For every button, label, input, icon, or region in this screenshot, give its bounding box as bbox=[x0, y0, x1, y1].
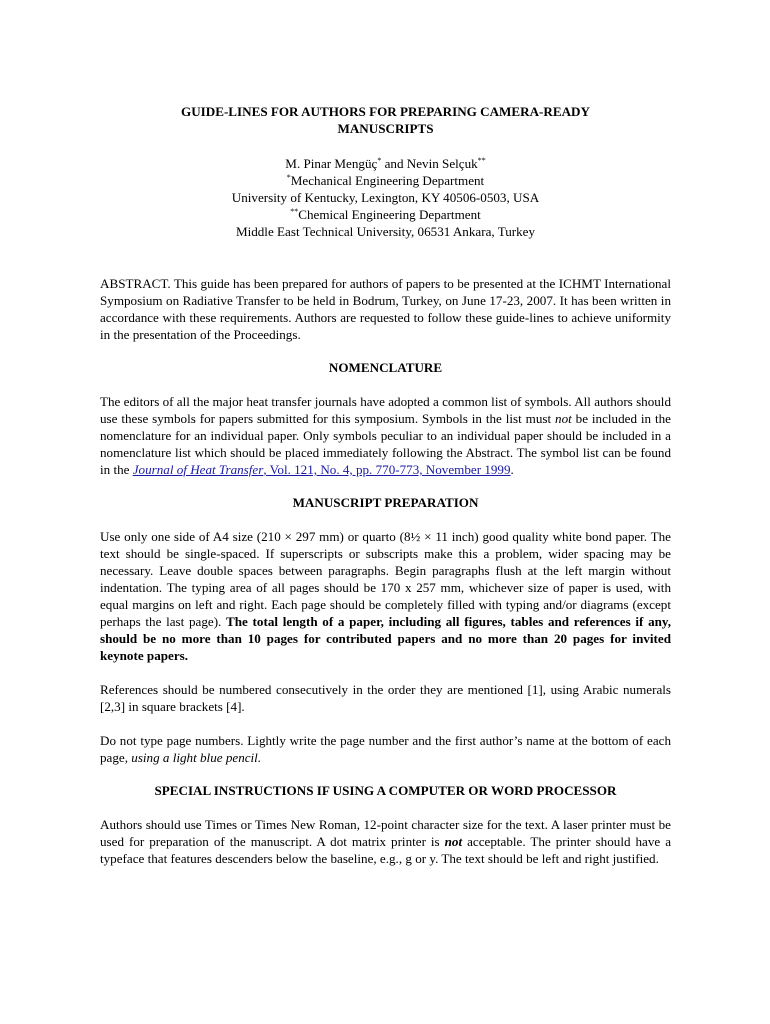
manuscript-paragraph-3 bbox=[100, 732, 671, 766]
nomenclature-heading: NOMENCLATURE bbox=[328, 360, 443, 375]
special-instructions-paragraph bbox=[100, 816, 671, 867]
nomenclature-text-b: be included in the nomenclature for an individual paper. Only symbols peculiar to an individual paper should be included in a nomenclature list which should be placed immediately following the Abstract. The symbol list can be found in the bbox=[100, 411, 671, 477]
journal-link[interactable] bbox=[133, 462, 511, 477]
title-line-2: MANUSCRIPTS bbox=[337, 121, 434, 136]
bold-italic-not-text: not bbox=[444, 834, 463, 849]
author-conjunction: and bbox=[381, 156, 407, 171]
author-2-mark: ** bbox=[477, 156, 486, 165]
affiliation-2-dept bbox=[100, 206, 671, 223]
bold-italic-not bbox=[445, 834, 462, 849]
paper-title bbox=[100, 103, 671, 137]
manuscript-text-p3: Do not type page numbers. Lightly write the page number and the first author’s name at the bottom of each page, bbox=[100, 733, 671, 765]
pencil-instruction: using a light blue pencil. bbox=[131, 750, 262, 765]
affiliation-1-mark: * bbox=[286, 173, 291, 182]
emphasis-not: not bbox=[555, 411, 572, 426]
abstract-paragraph: ABSTRACT. This guide has been prepared for authors of papers to be presented at the ICHMT International Symposium on Radiative Transfer to be held in Bodrum, Turkey, on June 17-23, 2007. It has been written in accordance with these requirements. Authors are requested to follow these guide-lines to achieve uniformity in the presentation of the Proceedings. bbox=[100, 276, 671, 342]
special-instructions-heading: SPECIAL INSTRUCTIONS IF USING A COMPUTER OR WORD PROCESSOR bbox=[154, 783, 617, 798]
author-block bbox=[100, 155, 671, 240]
nomenclature-text-end: . bbox=[510, 462, 514, 477]
author-1: M. Pinar Mengüç bbox=[285, 156, 378, 171]
affiliation-2-dept-text: Chemical Engineering Department bbox=[298, 207, 481, 222]
nomenclature-paragraph bbox=[100, 393, 671, 478]
manuscript-paragraph-1 bbox=[100, 528, 671, 664]
manuscript-heading: MANUSCRIPT PREPARATION bbox=[292, 495, 479, 510]
affiliation-1-dept-text: Mechanical Engineering Department bbox=[290, 173, 485, 188]
manuscript-text-a: Use only one side of A4 size (210 × 297 mm) or quarto (8½ × 11 inch) good quality white bond paper. The text should be single-spaced. If superscripts or subscripts make this a problem, wider spacing may be necessary. Leave double spaces between paragraphs. Begin paragraphs flush at the left margin without indentation. The typing area of all pages should be 170 x 257 mm, whichever size of paper is used, with equal margins on left and right. Each page should be completely filled with typing and/or diagrams (except perhaps the last page). bbox=[100, 529, 671, 629]
journal-name: Journal of Heat Transfer bbox=[132, 462, 264, 477]
special-text-a: Authors should use Times or Times New Roman, 12-point character size for the text. A laser printer must be used for preparation of the manuscript. A dot matrix printer is bbox=[100, 817, 671, 849]
affiliation-2-address: Middle East Technical University, 06531 Ankara, Turkey bbox=[235, 224, 536, 239]
affiliation-2-mark: ** bbox=[290, 207, 299, 216]
affiliation-1-dept bbox=[100, 172, 671, 189]
author-names bbox=[100, 155, 671, 172]
title-line-1: GUIDE-LINES FOR AUTHORS FOR PREPARING CAMERA-READY bbox=[181, 104, 590, 119]
document-content bbox=[100, 103, 671, 867]
manuscript-paragraph-2: References should be numbered consecutively in the order they are mentioned [1], using Arabic numerals [2,3] in square brackets [4]. bbox=[100, 682, 671, 714]
journal-reference: , Vol. 121, No. 4, pp. 770-773, November 1999 bbox=[263, 462, 511, 477]
author-1-mark: * bbox=[377, 156, 382, 165]
nomenclature-text-a: The editors of all the major heat transfer journals have adopted a common list of symbols. All authors should use these symbols for papers submitted for this symposium. Symbols in the list must bbox=[100, 394, 671, 426]
length-requirement: The total length of a paper, including all figures, tables and references if any, should be no more than 10 pages for contributed papers and no more than 20 pages for invited keynote papers. bbox=[100, 614, 672, 663]
author-2: Nevin Selçuk bbox=[406, 156, 478, 171]
affiliation-1-address: University of Kentucky, Lexington, KY 40506-0503, USA bbox=[231, 190, 540, 205]
special-text-b: acceptable. The printer should have a typeface that features descenders below the baseline, e.g., g or y. The text should be left and right justified. bbox=[100, 834, 672, 866]
